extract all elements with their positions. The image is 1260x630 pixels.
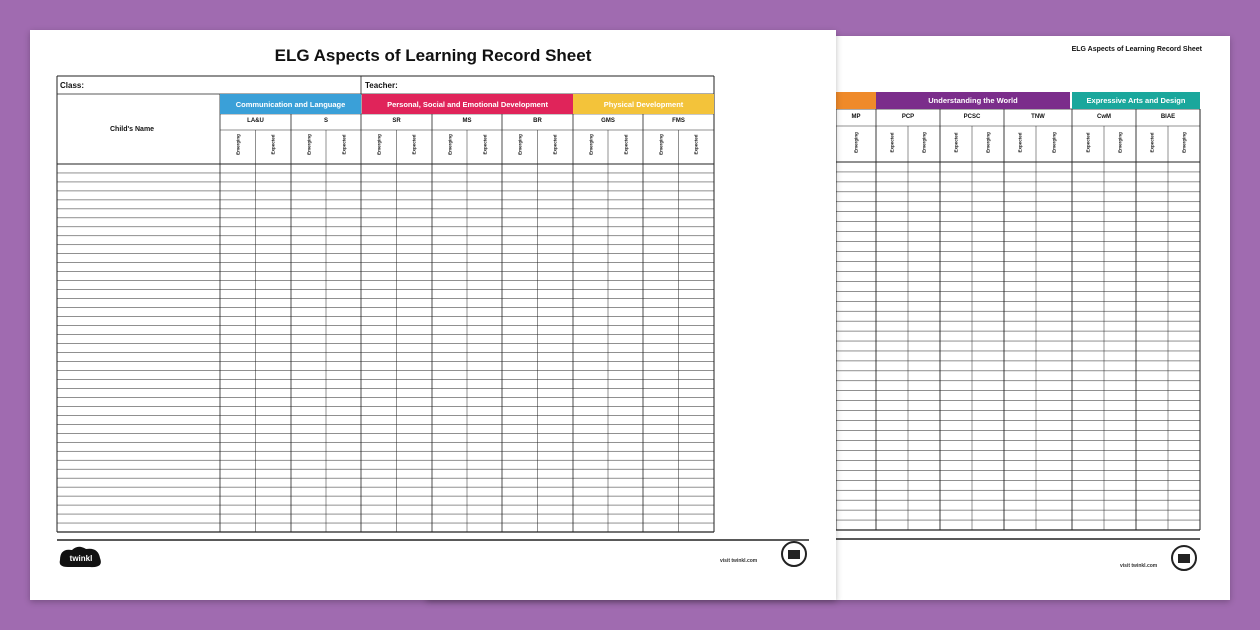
column-label: Emerging [306, 134, 311, 155]
sub-header: MS [462, 118, 472, 124]
record-table [30, 30, 836, 600]
sub-header: CwM [1097, 114, 1111, 120]
column-label: Expected [889, 132, 895, 153]
quality-badge-icon [1170, 544, 1198, 572]
teacher-label: Teacher: [365, 81, 398, 90]
column-label: Emerging [1117, 132, 1123, 153]
class-label: Class: [60, 81, 85, 90]
column-label: Expected [482, 134, 487, 155]
band-personal-social-emotional: Personal, Social and Emotional Development [362, 94, 573, 114]
sub-header: BIAE [1160, 114, 1176, 120]
sub-header: S [323, 118, 328, 124]
sub-header: PCSC [963, 114, 981, 120]
column-label: Expected [270, 134, 276, 155]
column-label: Expected [341, 134, 346, 155]
column-label: Emerging [588, 134, 593, 155]
column-label: Expected [552, 134, 558, 155]
column-label: Expected [693, 134, 699, 155]
column-label: Emerging [517, 134, 523, 155]
column-label: Emerging [1051, 132, 1057, 153]
column-label: Expected [1085, 132, 1091, 153]
quality-badge-icon [780, 540, 808, 568]
column-label: Expected [623, 134, 628, 155]
column-label: Emerging [985, 132, 991, 153]
sub-header: BR [533, 118, 542, 124]
band-physical-development: Physical Development [573, 94, 714, 114]
column-label: Emerging [376, 134, 382, 155]
page-title: ELG Aspects of Learning Record Sheet [274, 46, 592, 65]
column-label: Emerging [658, 134, 664, 155]
footer-url: visit twinkl.com [720, 558, 758, 564]
sub-header: SR [392, 118, 401, 124]
band-communication-and-language: Communication and Language [220, 94, 361, 114]
column-label: Emerging [1181, 132, 1187, 153]
column-label: Expected [411, 134, 417, 155]
footer-url: visit twinkl.com [1120, 563, 1158, 569]
band-orange [836, 92, 876, 109]
record-sheet-page-1 [30, 30, 836, 600]
twinkl-logo [56, 542, 106, 572]
sub-header: MP [851, 114, 861, 120]
logo-text: twinkl [69, 554, 93, 563]
sub-header: PCP [901, 114, 915, 120]
sub-header: GMS [601, 118, 615, 124]
column-label: Emerging [853, 132, 859, 153]
page-title: ELG Aspects of Learning Record Sheet [1071, 46, 1202, 53]
band-expressive-arts: Expressive Arts and Design [1072, 92, 1200, 109]
column-label: Expected [1017, 132, 1023, 153]
column-label: Expected [1149, 132, 1155, 153]
column-label: Emerging [447, 134, 452, 155]
band-understanding-the-world: Understanding the World [876, 92, 1070, 109]
child-name-header: Child's Name [110, 126, 155, 133]
column-label: Expected [953, 132, 959, 153]
sub-header: LA&U [247, 118, 264, 124]
column-label: Emerging [921, 132, 927, 153]
column-label: Emerging [235, 134, 241, 155]
sub-header: FMS [672, 118, 685, 124]
sub-header: TNW [1031, 114, 1045, 120]
